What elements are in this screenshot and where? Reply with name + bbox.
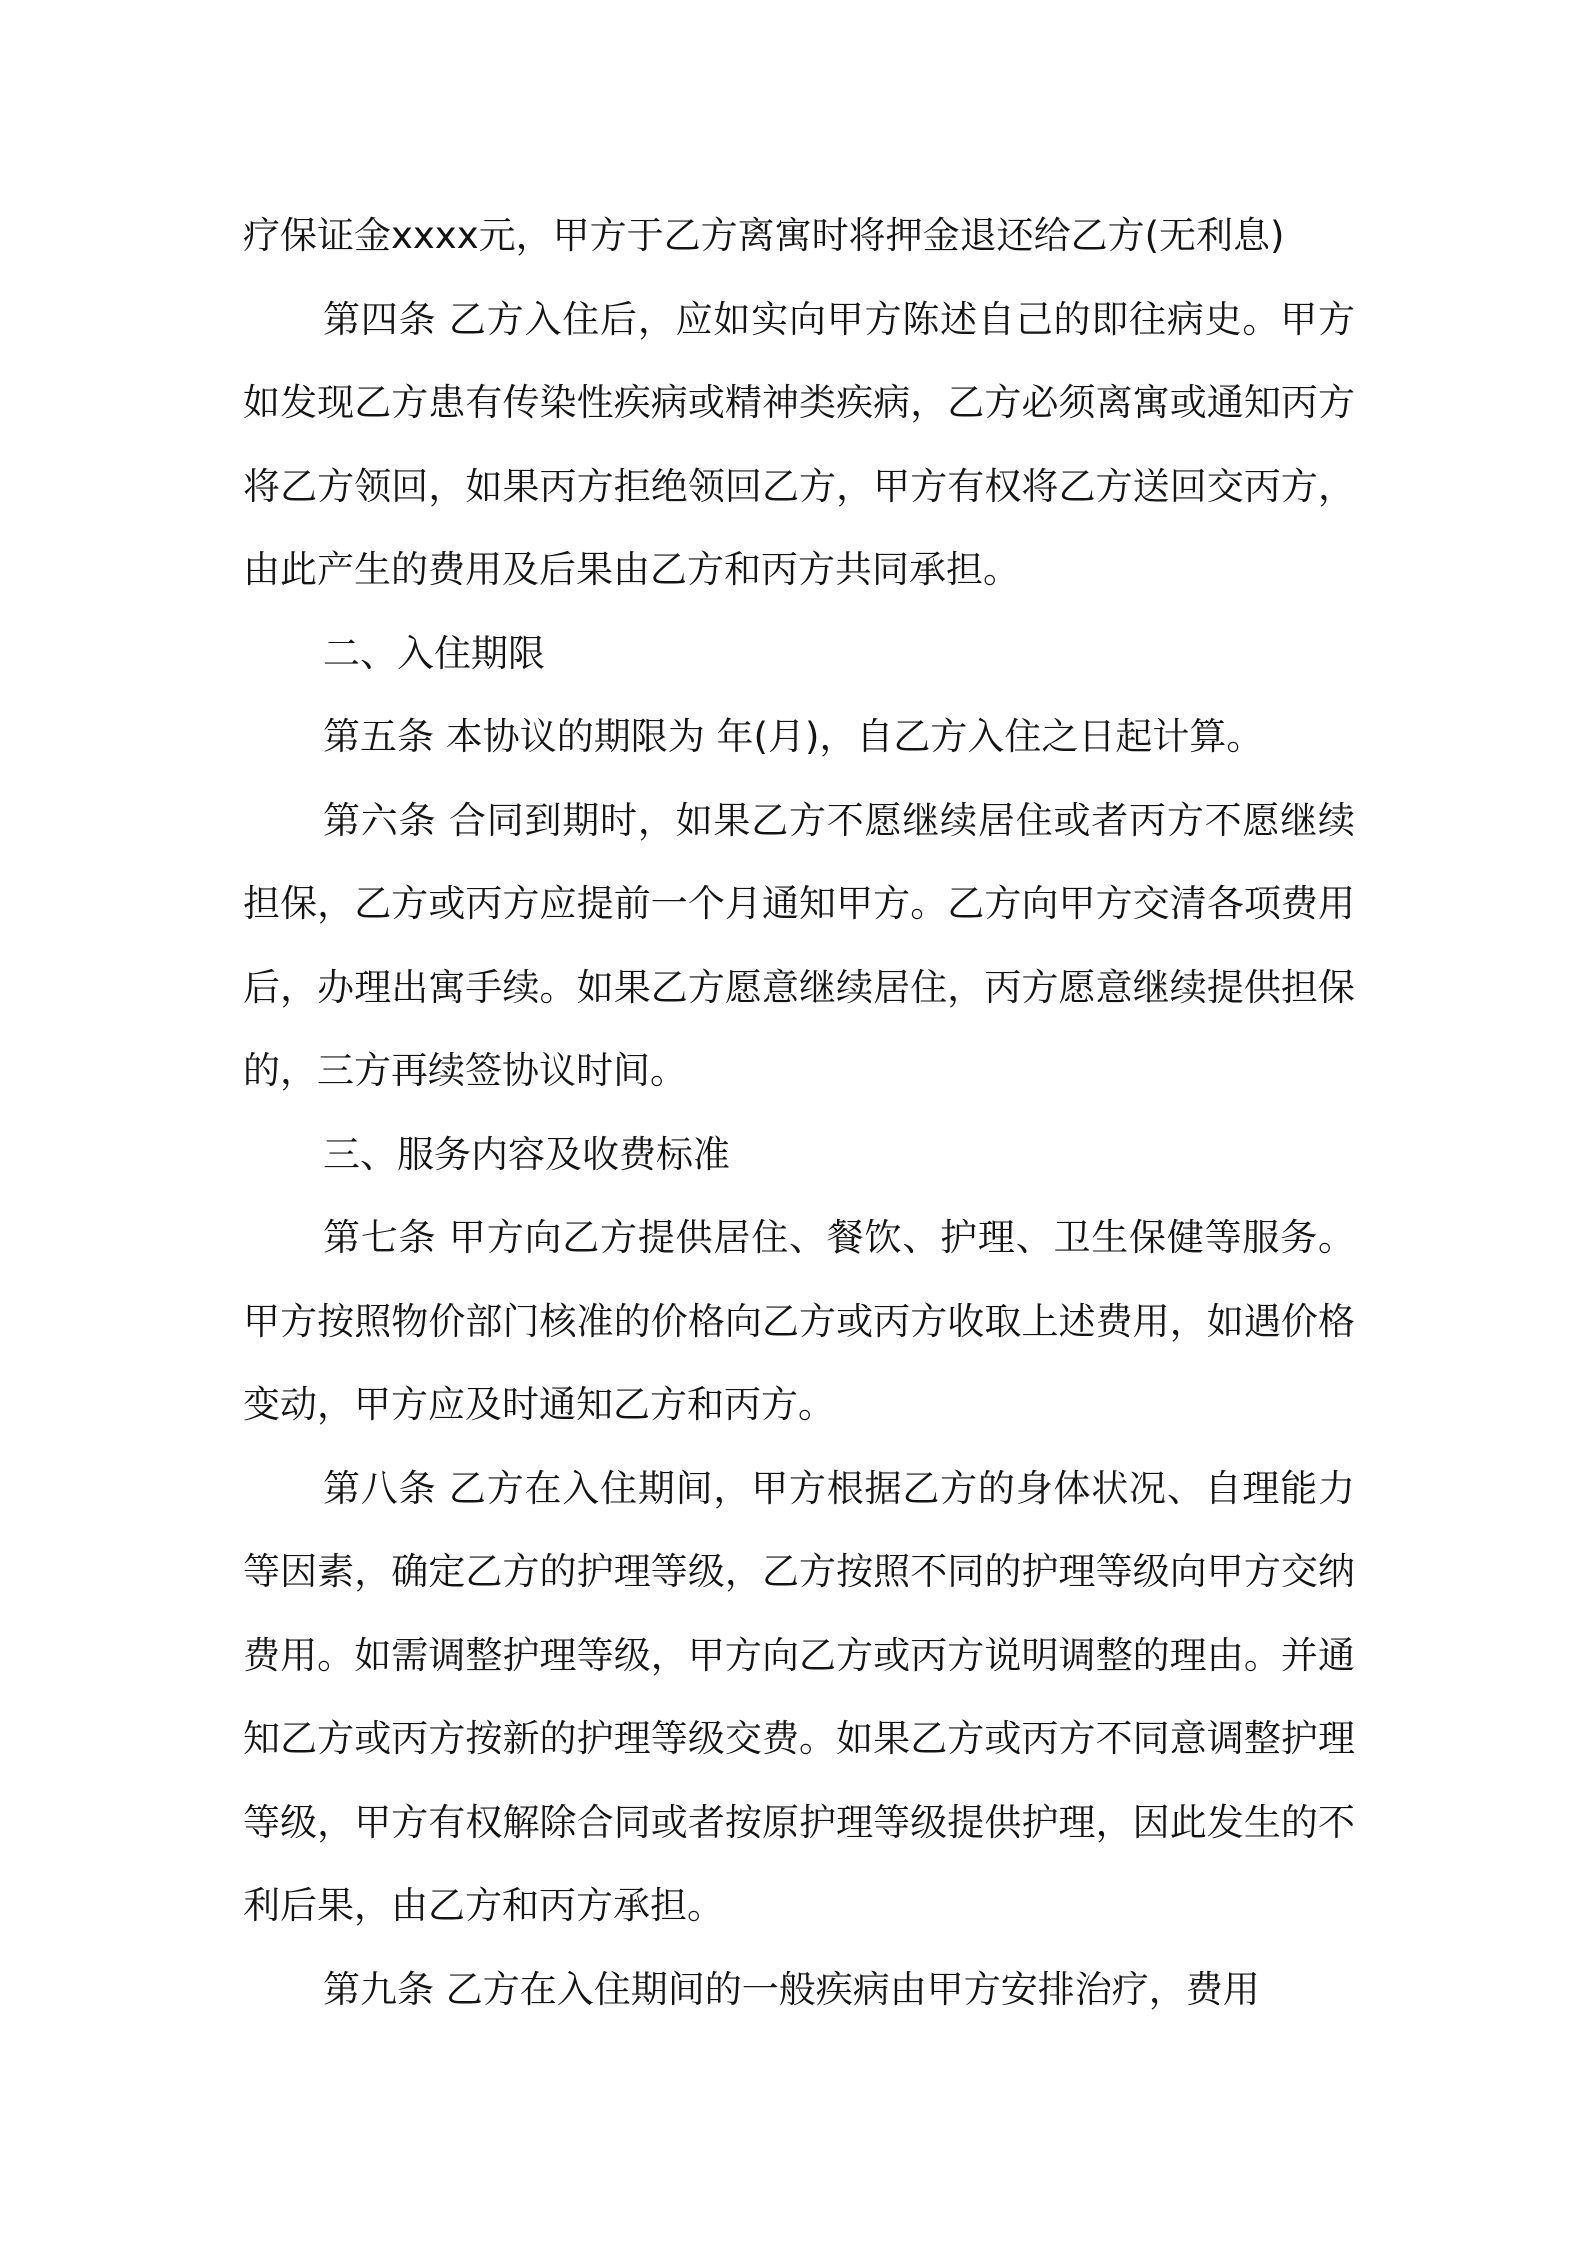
paragraph-deposit-continuation: 疗保证金xxxx元，甲方于乙方离寓时将押金退还给乙方(无利息) [243, 214, 1285, 257]
paragraph-article-8: 第八条 乙方在入住期间，甲方根据乙方的身体状况、自理能力等因素，确定乙方的护理等级，乙方按照不同的护理等级向甲方交纳费用。如需调整护理等级，甲方向乙方或丙方说明调整的理由。并通知乙方或丙方按新的护理等级交费。如果乙方或丙方不同意调整护理等级，甲方有权解除合同或者按原护理等级提供护理，因此发生的不利后果，由乙方和丙方承担。 [243, 1466, 1355, 1927]
paragraph-article-7: 第七条 甲方向乙方提供居住、餐饮、护理、卫生保健等服务。甲方按照物价部门核准的价格向乙方或丙方收取上述费用，如遇价格变动，甲方应及时通知乙方和丙方。 [243, 1216, 1355, 1426]
section-heading-services-fees: 三、服务内容及收费标准 [323, 1132, 730, 1176]
paragraph-article-6: 第六条 合同到期时，如果乙方不愿继续居住或者丙方不愿继续担保，乙方或丙方应提前一个月通知甲方。乙方向甲方交清各项费用后，办理出寓手续。如果乙方愿意继续居住，丙方愿意继续提供担保的，三方再续签协议时间。 [243, 798, 1355, 1092]
document-body [243, 194, 1355, 2031]
paragraph-article-4: 第四条 乙方入住后，应如实向甲方陈述自己的即往病史。甲方如发现乙方患有传染性疾病或精神类疾病，乙方必须离寓或通知丙方将乙方领回，如果丙方拒绝领回乙方，甲方有权将乙方送回交丙方，由此产生的费用及后果由乙方和丙方共同承担。 [243, 297, 1355, 591]
paragraph-article-5: 第五条 本协议的期限为 年(月)，自乙方入住之日起计算。 [323, 715, 1264, 758]
paragraph-article-9: 第九条 乙方在入住期间的一般疾病由甲方安排治疗，费用 [323, 1967, 1260, 2011]
section-heading-residence-term: 二、入住期限 [323, 631, 545, 675]
